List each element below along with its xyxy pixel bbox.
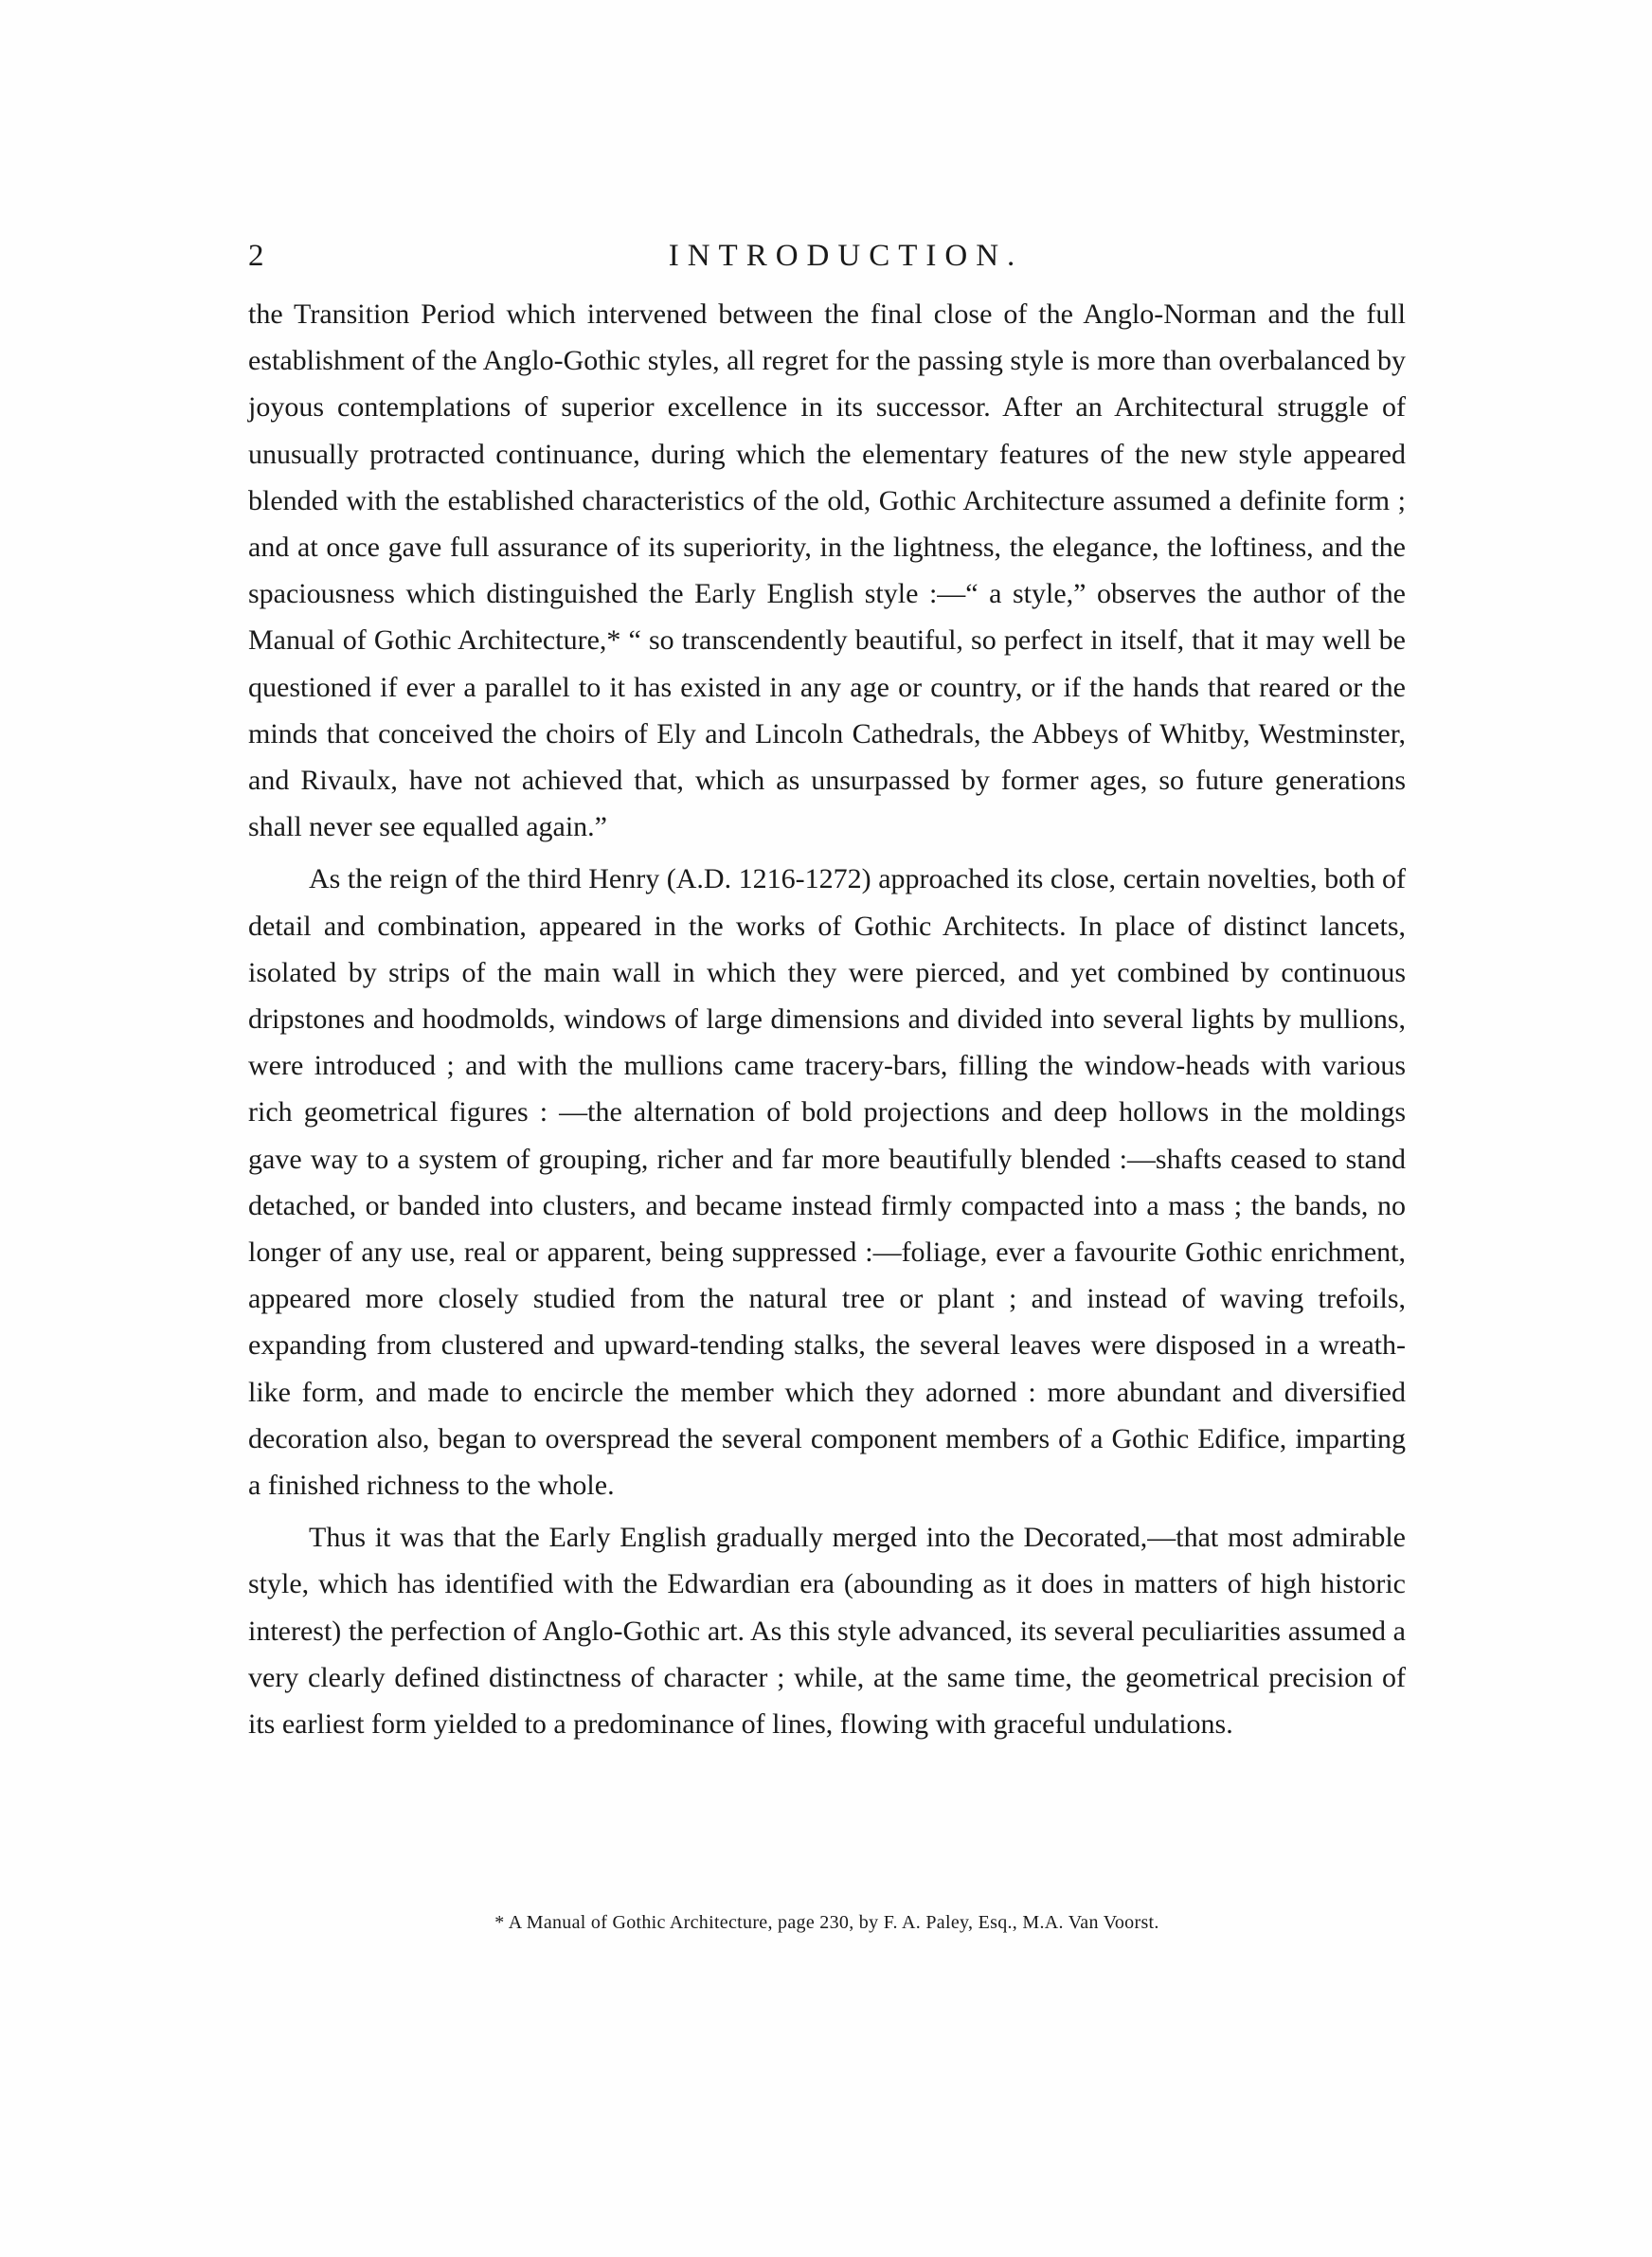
page-number: 2: [248, 239, 264, 273]
body-text: [248, 291, 1406, 1747]
paragraph-henry: As the reign of the third Henry (A.D. 1216-1272) approached its close, certain novelties, both of detail and combination, appeared in the works of Gothic Architects. In place of distinct lancets, isolated by strips of the main wall in which they were pierced, and yet combined by continuous dripstones and hoodmolds, windows of large dimensions and divided into several lights by mullions, were introduced ; and with the mullions came tracery-bars, filling the window-heads with various rich geometrical figures : —the alternation of bold projections and deep hollows in the moldings gave way to a system of grouping, richer and far more beautifully blended :—shafts ceased to stand detached, or banded into clusters, and became instead firmly compacted into a mass ; the bands, no longer of any use, real or apparent, being suppressed :—foliage, ever a favourite Gothic enrichment, appeared more closely studied from the natural tree or plant ; and instead of waving trefoils, expanding from clustered and upward-tending stalks, the several leaves were disposed in a wreath-like form, and made to encircle the member which they adorned : more abundant and diversified decoration also, began to overspread the several component members of a Gothic Edifice, imparting a finished richness to the whole.: [248, 863, 1406, 1502]
footnote: * A Manual of Gothic Architecture, page 230, by F. A. Paley, Esq., M.A. Van Voorst.: [494, 1912, 1159, 1933]
running-head: [248, 235, 1406, 277]
paragraph-decorated: Thus it was that the Early English gradually merged into the Decorated,—that most admirable style, which has identified with the Edwardian era (abounding as it does in matters of high historic interest) the perfection of Anglo-Gothic art. As this style advanced, its several peculiarities assumed a very clearly defined distinctness of character ; while, at the same time, the geometrical precision of its earliest form yielded to a predominance of lines, flowing with graceful undulations.: [248, 1522, 1406, 1741]
paragraph-continued: the Transition Period which intervened between the final close of the Anglo-Norman and the full establishment of the Anglo-Gothic styles, all regret for the passing style is more than overbalanced by joyous contemplations of superior excellence in its successor. After an Architectural struggle of unusually protracted continuance, during which the elementary features of the new style appeared blended with the established characteristics of the old, Gothic Architecture assumed a definite form ; and at once gave full assurance of its superiority, in the lightness, the elegance, the loftiness, and the spaciousness which distinguished the Early English style :—“ a style,” observes the author of the Manual of Gothic Architecture,* “ so transcendently beautiful, so perfect in itself, that it may well be questioned if ever a parallel to it has existed in any age or country, or if the hands that reared or the minds that conceived the choirs of Ely and Lincoln Cathedrals, the Abbeys of Whitby, Westminster, and Rivaulx, have not achieved that, which as unsurpassed by former ages, so future generations shall never see equalled again.”: [248, 298, 1406, 843]
page-title: INTRODUCTION.: [668, 239, 1024, 273]
